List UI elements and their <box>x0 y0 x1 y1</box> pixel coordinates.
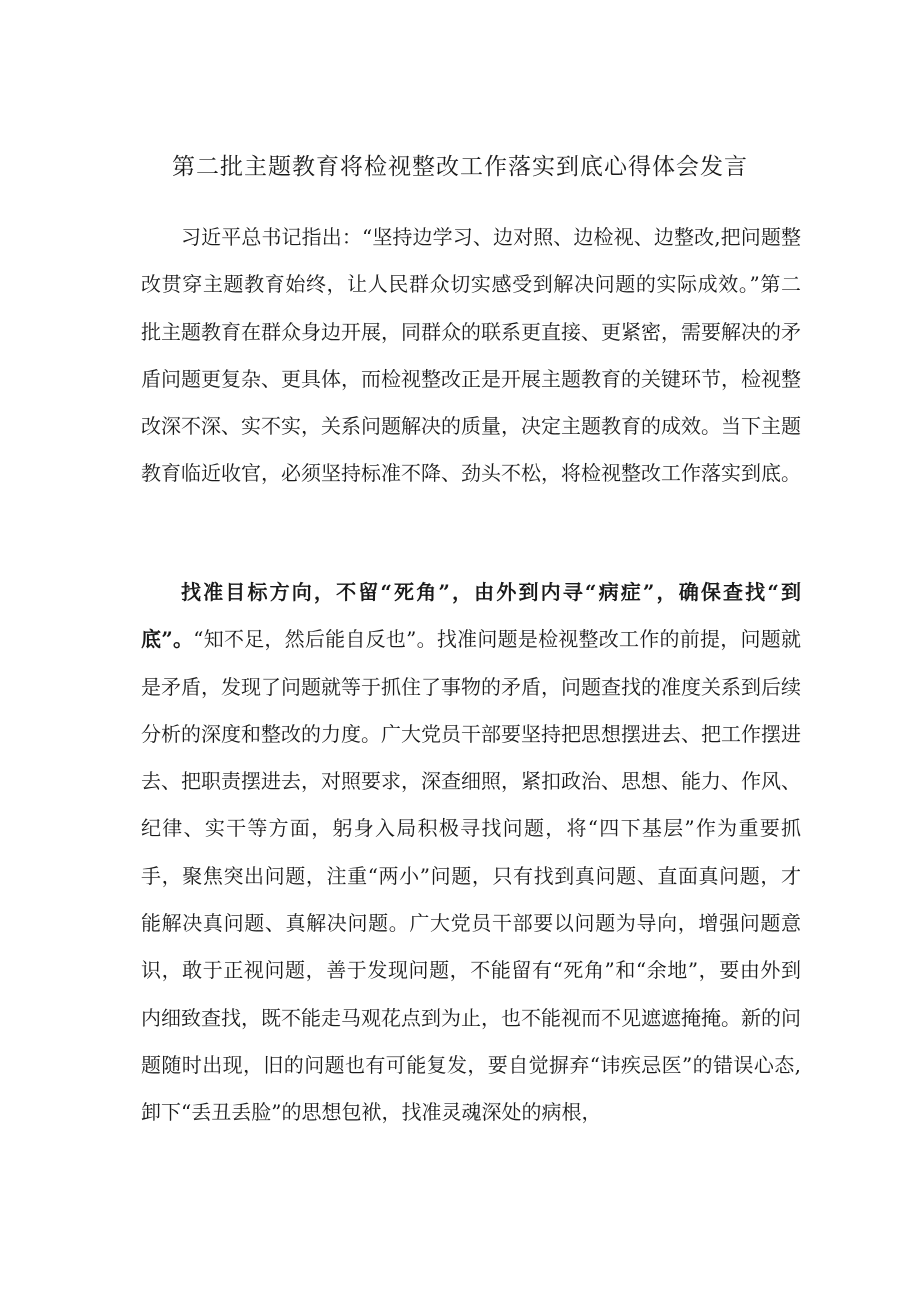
paragraph-lead-heading: 找准目标方向，不留“死角”，由外到内寻“病症”，确保查找“到底”。 <box>141 580 801 652</box>
document-title: 第二批主题教育将检视整改工作落实到底心得体会发言 <box>172 154 748 180</box>
paragraph-intro <box>141 214 801 498</box>
paragraph-intro-text: 习近平总书记指出：“坚持边学习、边对照、边检视、边整改,把问题整改贯穿主题教育始终，让人民群众切实感受到解决问题的实际成效。”第二批主题教育在群众身边开展，同群众的联系更直接、更紧密，需要解决的矛盾问题更复杂、更具体，而检视整改正是开展主题教育的关键环节，检视整改深不深、实不实，关系问题解决的质量，决定主题教育的成效。当下主题教育临近收官，必须坚持标准不降、劲头不松，将检视整改工作落实到底。 <box>141 225 801 486</box>
paragraph-find-problems <box>141 569 801 1137</box>
paragraph-find-problems-text: “知不足，然后能自反也”。找准问题是检视整改工作的前提，问题就是矛盾，发现了问题就等于抓住了事物的矛盾，问题查找的准度关系到后续分析的深度和整改的力度。广大党员干部要坚持把思想摆进去、把工作摆进去、把职责摆进去，对照要求，深查细照，紧扣政治、思想、能力、作风、纪律、实干等方面，躬身入局积极寻找问题，将“四下基层”作为重要抓手，聚焦突出问题，注重“两小”问题，只有找到真问题、直面真问题，才能解决真问题、真解决问题。广大党员干部要以问题为导向，增强问题意识，敢于正视问题，善于发现问题，不能留有“死角”和“余地”，要由外到内细致查找，既不能走马观花点到为止，也不能视而不见遮遮掩掩。新的问题随时出现，旧的问题也有可能复发，要自觉摒弃“讳疾忌医”的错误心态,卸下“丢丑丢脸”的思想包袱，找准灵魂深处的病根， <box>141 627 801 1125</box>
